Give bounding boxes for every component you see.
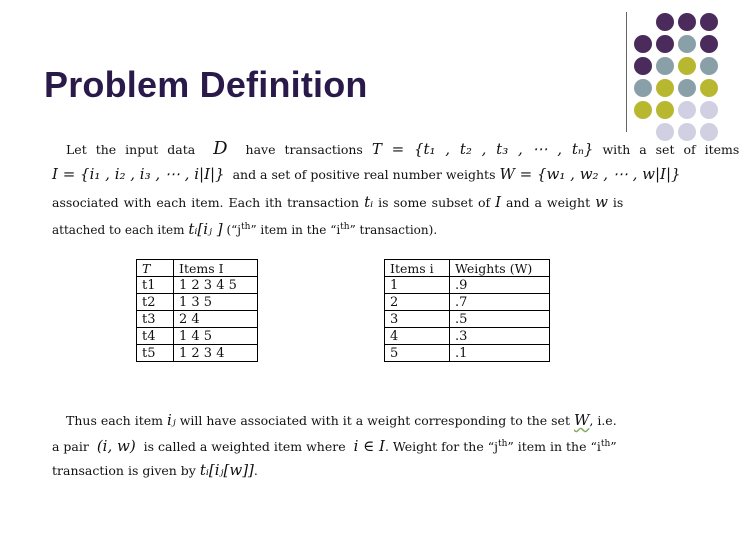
text: . Weight for the “j (384, 439, 498, 455)
cell: t3 (137, 311, 174, 328)
text: ” (610, 439, 617, 455)
cell: t4 (137, 328, 174, 345)
table-row (137, 311, 258, 328)
text: transaction is given by (52, 463, 196, 478)
weights-table (384, 259, 550, 362)
decorative-dot (656, 13, 674, 31)
decorative-dot (678, 79, 696, 97)
table-header-row (385, 260, 550, 277)
cell: 5 (385, 345, 450, 362)
outro-line-1 (66, 412, 617, 429)
page-title: Problem Definition (44, 64, 368, 105)
outro-line-2 (52, 436, 617, 455)
outro-line-3 (52, 462, 258, 479)
cell: 2 (385, 294, 450, 311)
intro-line-2 (52, 166, 681, 183)
text: Let the input data (66, 142, 196, 157)
sup: th (497, 439, 508, 449)
decorative-dot (678, 13, 696, 31)
cell: 1 3 5 (174, 294, 258, 311)
math-pair: (i, w) (96, 437, 136, 456)
math-I: I = {i₁ , i₂ , i₃ , ⋯ , i|I|} (52, 165, 225, 183)
text: will have associated with it a weight corresponding to the set (179, 413, 570, 428)
text: and a set of positive real number weights (232, 167, 496, 182)
cell: .5 (450, 311, 550, 328)
sup: th (600, 439, 611, 449)
header-cell: T (137, 260, 174, 277)
decorative-dot (700, 79, 718, 97)
header-cell: Items I (174, 260, 258, 277)
text: and a weight (506, 195, 591, 210)
decorative-dot (656, 57, 674, 75)
math-ij: iⱼ (166, 411, 176, 429)
header-cell: Weights (W) (450, 260, 550, 277)
math-weight-expr: tᵢ[iⱼ[w]] (199, 461, 254, 479)
intro-line-3 (52, 194, 623, 211)
text: have transactions (245, 142, 363, 157)
text: . (253, 463, 258, 478)
decorative-dot (656, 79, 674, 97)
math-W-set: W (573, 411, 590, 429)
math-D: D (213, 138, 228, 159)
cell: 1 4 5 (174, 328, 258, 345)
table-row (137, 277, 258, 294)
table-header-row (137, 260, 258, 277)
text: ” transaction). (349, 223, 438, 237)
math-T: T = {t₁ , t₂ , t₃ , ⋯ , tₙ} (371, 140, 594, 158)
cell: .1 (450, 345, 550, 362)
cell: t5 (137, 345, 174, 362)
math-w: w (595, 193, 608, 211)
decorative-dot (678, 57, 696, 75)
table-row (385, 311, 550, 328)
intro-line-1 (66, 138, 739, 159)
decorative-dot (700, 13, 718, 31)
table-row (385, 345, 550, 362)
math-membership: i ∈ I (353, 437, 385, 456)
text: associated with each item. Each ith transaction (52, 195, 360, 210)
cell: 1 2 3 4 5 (174, 277, 258, 294)
table-row (137, 345, 258, 362)
table-row (137, 328, 258, 345)
text: ” item in the “i (250, 223, 341, 237)
decorative-dot (700, 101, 718, 119)
transactions-table (136, 259, 258, 362)
intro-line-4 (52, 219, 437, 238)
cell: t2 (137, 294, 174, 311)
decorative-dot (678, 101, 696, 119)
decorative-dot (656, 101, 674, 119)
math-I-set: I (495, 193, 502, 211)
table-row (137, 294, 258, 311)
cell: .7 (450, 294, 550, 311)
cell: 3 (385, 311, 450, 328)
cell: .9 (450, 277, 550, 294)
table-row (385, 294, 550, 311)
text: is called a weighted item where (143, 439, 346, 455)
table-row (385, 277, 550, 294)
decorative-dot (656, 35, 674, 53)
math-W: W = {w₁ , w₂ , ⋯ , w|I|} (499, 165, 681, 183)
text: ” item in the “i (507, 439, 601, 455)
sup: th (241, 222, 251, 232)
decorative-dot (700, 35, 718, 53)
cell: .3 (450, 328, 550, 345)
decorative-dot (700, 123, 718, 141)
header-cell: Items i (385, 260, 450, 277)
math-ti: tᵢ (364, 193, 374, 211)
text: with a set of items (602, 142, 739, 157)
sup: th (340, 222, 350, 232)
text: Thus each item (66, 413, 163, 428)
text: is some subset of (378, 195, 491, 210)
math-ti-ij: tᵢ[iⱼ ] (188, 220, 223, 238)
decorative-dot (634, 57, 652, 75)
table-row (385, 328, 550, 345)
decorative-dot (656, 123, 674, 141)
text: a pair (52, 439, 89, 455)
cell: t1 (137, 277, 174, 294)
text: (“j (226, 223, 242, 237)
divider-line (626, 12, 627, 132)
decorative-dot (634, 101, 652, 119)
text: attached to each item (52, 223, 185, 237)
decorative-dot (678, 123, 696, 141)
text: is (612, 195, 624, 210)
decorative-dot (678, 35, 696, 53)
decorative-dot (634, 35, 652, 53)
decorative-dot (634, 79, 652, 97)
cell: 2 4 (174, 311, 258, 328)
decorative-dot (700, 57, 718, 75)
text: , i.e. (589, 413, 617, 428)
cell: 1 (385, 277, 450, 294)
cell: 4 (385, 328, 450, 345)
cell: 1 2 3 4 (174, 345, 258, 362)
